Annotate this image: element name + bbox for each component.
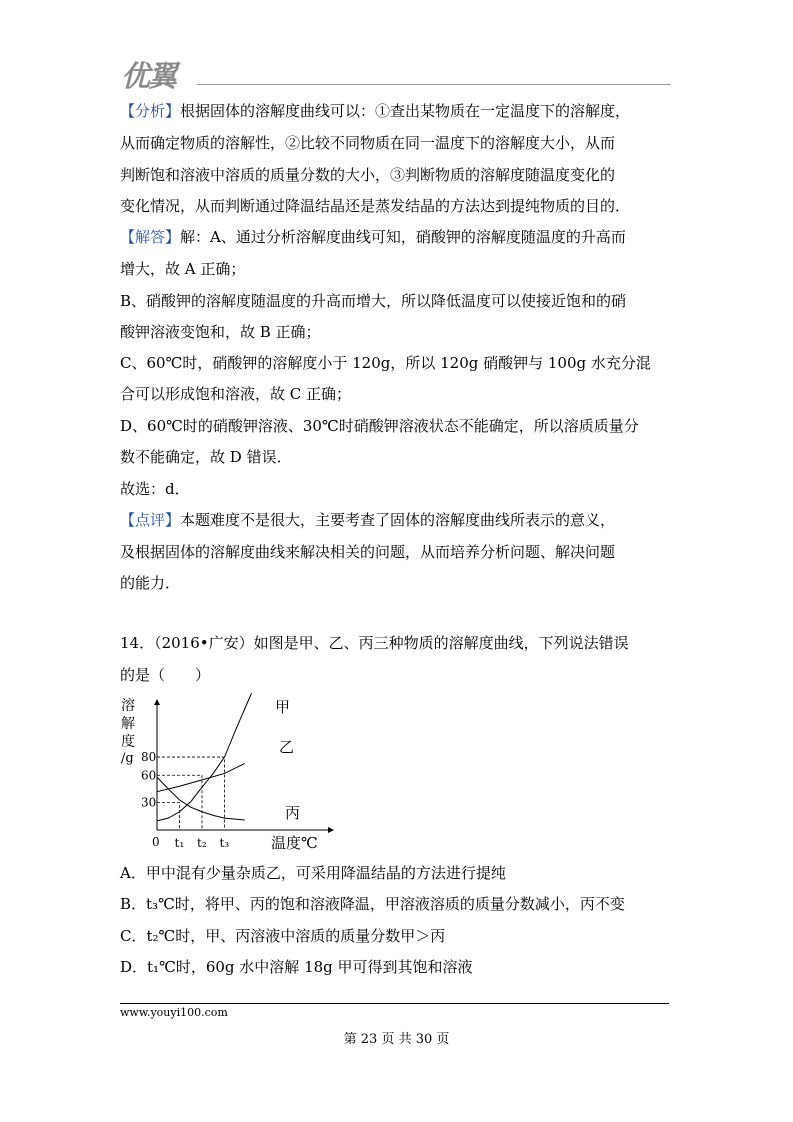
- y-axis-label-4: /g: [121, 751, 134, 766]
- footer-divider: [120, 1003, 669, 1004]
- solubility-chart: [115, 690, 345, 860]
- y-axis-label-1: 溶: [121, 698, 135, 714]
- brand-logo: 优翼: [121, 59, 176, 93]
- x-tick-label: t₃: [219, 836, 230, 850]
- comment-line-1: [120, 510, 615, 530]
- comment-line-3: 的能力．: [120, 574, 181, 592]
- comment-line-2: 及根据固体的溶解度曲线来解决相关的问题，从而培养分析问题、解决问题: [120, 543, 616, 561]
- origin-label: 0: [152, 835, 160, 849]
- curve-乙: [157, 763, 245, 791]
- x-tick-label: t₂: [197, 836, 207, 850]
- curve-丙: [157, 777, 245, 820]
- solution-line-6: 合可以形成饱和溶液，故 C 正确；: [120, 385, 352, 403]
- analysis-line-4: 变化情况，从而判断通过降温结晶还是蒸发结晶的方法达到提纯物质的目的．: [120, 197, 631, 215]
- y-axis-label-3: 度: [121, 734, 135, 750]
- solution-line-9: 故选：d．: [120, 480, 190, 498]
- series-label: 乙: [279, 738, 295, 756]
- page-number: 第 23 页 共 30 页: [343, 1032, 450, 1047]
- header-divider: [197, 84, 671, 85]
- option-b: B．t₃℃时，将甲、丙的饱和溶液降温，甲溶液溶质的质量分数减小，丙不变: [120, 895, 625, 913]
- x-axis-label: 温度℃: [271, 834, 318, 852]
- option-c: C．t₂℃时，甲、丙溶液中溶质的质量分数甲＞丙: [120, 927, 446, 945]
- question-stem-line-2: 的是（ ）: [120, 666, 211, 684]
- y-tick-label: 60: [141, 768, 157, 783]
- analysis-line-3: 判断饱和溶液中溶质的质量分数的大小，③判断物质的溶解度随温度变化的: [120, 166, 616, 184]
- question-stem-line-1: 14．（2016•广安）如图是甲、乙、丙三种物质的溶解度曲线，下列说法错误: [120, 634, 629, 652]
- solution-tag: 【解答】: [120, 228, 181, 246]
- comment-text: 本题难度不是很大，主要考查了固体的溶解度曲线所表示的意义，: [180, 511, 616, 529]
- guide-line: [157, 803, 180, 830]
- solution-line-4: 酸钾溶液变饱和，故 B 正确；: [120, 323, 321, 341]
- comment-tag: 【点评】: [120, 511, 181, 529]
- option-d: D．t₁℃时，60g 水中溶解 18g 甲可得到其饱和溶液: [120, 958, 473, 976]
- footer-url: www.youyi100.com: [120, 1006, 228, 1019]
- solution-line-1: [120, 227, 626, 247]
- analysis-line-1: [120, 101, 630, 121]
- y-axis-label-2: 解: [121, 716, 135, 732]
- solution-line-2: 增大，故 A 正确；: [120, 260, 246, 278]
- solution-line-7: D、60℃时的硝酸钾溶液、30℃时硝酸钾溶液状态不能确定，所以溶质质量分: [120, 417, 639, 435]
- solution-line-3: B、硝酸钾的溶解度随温度的升高而增大，所以降低温度可以使接近饱和的硝: [120, 292, 627, 310]
- solution-line-8: 数不能确定，故 D 错误．: [120, 448, 292, 466]
- y-tick-label: 80: [141, 750, 157, 765]
- analysis-text: 根据固体的溶解度曲线可以：①查出某物质在一定温度下的溶解度，: [180, 102, 631, 120]
- solution-line-5: C、60℃时，硝酸钾的溶解度小于 120g，所以 120g 硝酸钾与 100g 水充分混: [120, 354, 651, 372]
- option-a: A．甲中混有少量杂质乙，可采用降温结晶的方法进行提纯: [120, 864, 506, 882]
- x-tick-label: t₁: [174, 836, 185, 850]
- y-tick-label: 30: [141, 795, 157, 810]
- analysis-tag: 【分析】: [120, 102, 181, 120]
- series-label: 甲: [275, 698, 291, 716]
- series-label: 丙: [285, 804, 301, 822]
- analysis-line-2: 从而确定物质的溶解性，②比较不同物质在同一温度下的溶解度大小，从而: [120, 134, 616, 152]
- solution-text: 解：A、通过分析溶解度曲线可知，硝酸钾的溶解度随温度的升高而: [180, 228, 626, 246]
- guide-line: [157, 757, 225, 830]
